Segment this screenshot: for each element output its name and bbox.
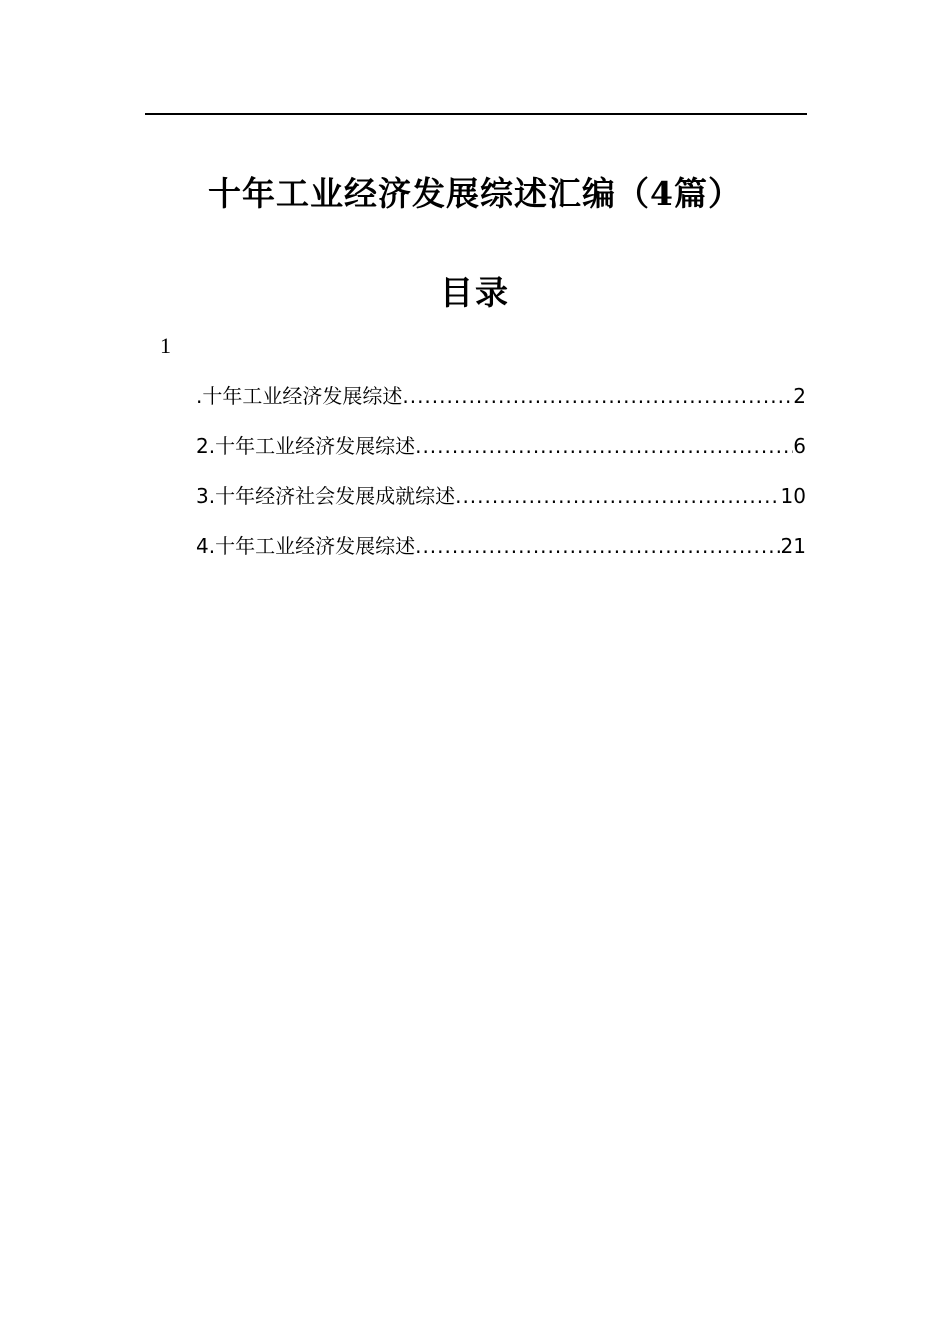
document-title: 十年工业经济发展综述汇编（4篇）: [208, 174, 742, 213]
toc-page-number: 2: [793, 384, 806, 408]
toc-entry[interactable]: [196, 480, 806, 530]
toc-page-number: 10: [780, 484, 806, 508]
toc-entry[interactable]: [196, 430, 806, 480]
toc-entry-title: 4.十年工业经济发展综述: [196, 534, 416, 558]
toc-entry-title: 3.十年经济社会发展成就综述: [196, 484, 456, 508]
list-number: 1: [160, 333, 171, 358]
toc-entry-title: 2.十年工业经济发展综述: [196, 434, 416, 458]
toc-entry[interactable]: [196, 380, 806, 430]
toc-dot-leader: [415, 530, 780, 562]
table-of-contents: [196, 380, 806, 580]
toc-dot-leader: [415, 430, 793, 462]
header-rule: [145, 113, 807, 115]
toc-entry-title: .十年工业经济发展综述: [196, 384, 403, 408]
toc-entry[interactable]: [196, 530, 806, 580]
toc-dot-leader: [455, 480, 780, 512]
toc-page-number: 21: [780, 534, 806, 558]
toc-dot-leader: [402, 380, 793, 412]
toc-heading: 目录: [440, 273, 510, 312]
toc-page-number: 6: [793, 434, 806, 458]
